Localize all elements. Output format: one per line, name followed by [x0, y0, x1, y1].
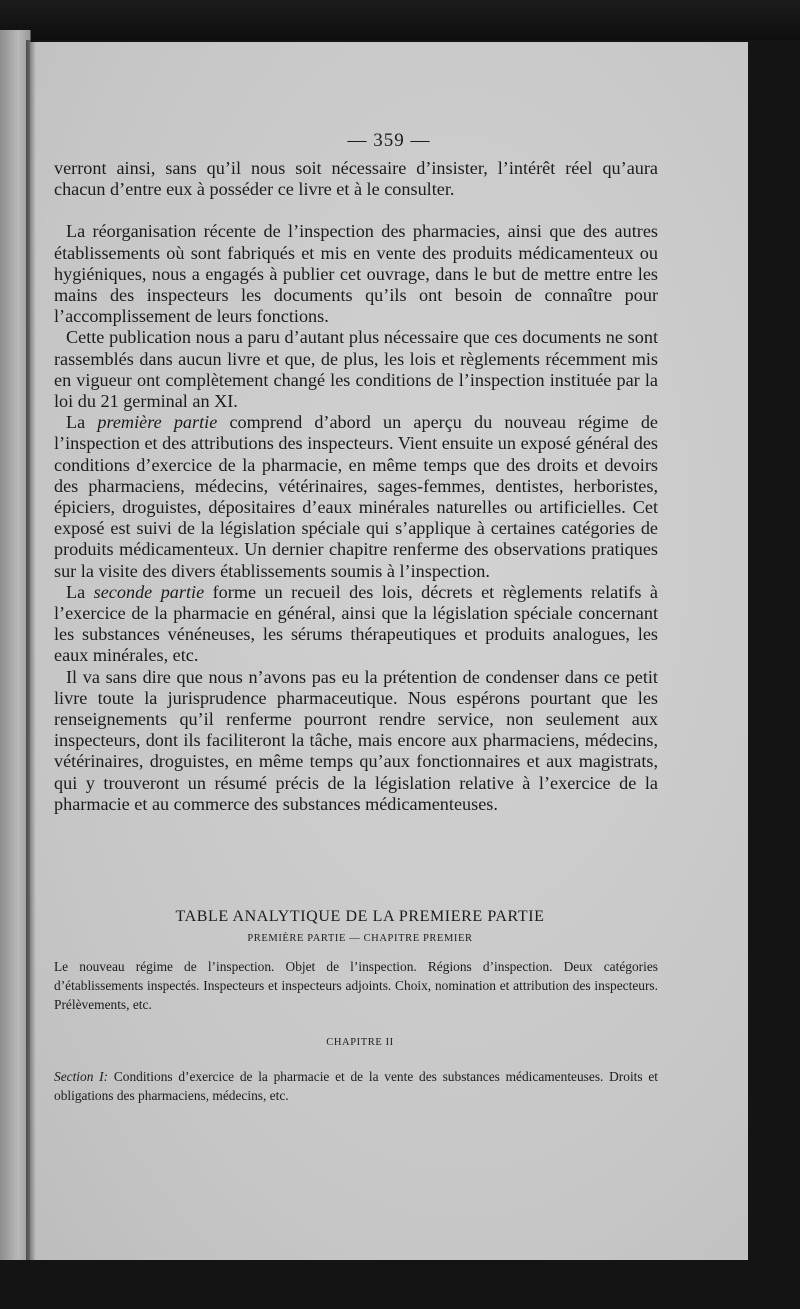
book-page [30, 42, 748, 1260]
toc-section-text: Conditions d’exercice de la pharmacie et de la vente des substances médicamenteuses. Droits et obligations des pharmaciens, médecins, etc. [54, 1069, 659, 1103]
paragraph-4-rest: forme un recueil des lois, décrets et règlements relatifs à l’exercice de la pharmacie en général, ainsi que la législation spéciale concernant les substances vénéneuses, les sérums thérapeutiques et produits analogues, les eaux minérales, etc. [54, 581, 658, 666]
paragraph-2: Cette publication nous a paru d’autant plus nécessaire que ces documents ne sont rassemblés dans aucun livre et que, de plus, les lois et règlements récemment mis en vigueur ont complètement changé les conditions de l’inspection instituée par la loi du 21 germinal an XI. [54, 327, 658, 412]
chapter-2-heading: CHAPITRE II [326, 1037, 394, 1048]
preface-text [54, 158, 658, 815]
paragraph-4-start: La [66, 581, 94, 602]
toc-entry-chapter-2 [54, 1067, 658, 1105]
toc-entry-chapter-1: Le nouveau régime de l’inspection. Objet de l’inspection. Régions d’inspection. Deux catégories d’établissements inspectés. Inspecteurs et inspecteurs adjoints. Choix, nomination et attribution des inspecteurs. Prélèvements, etc. [54, 959, 658, 1012]
paragraph-4-emphasis: seconde partie [93, 581, 205, 602]
paragraph-3-start: La [66, 412, 98, 433]
page-number: — 359 — [347, 130, 431, 151]
paragraph-5: Il va sans dire que nous n’avons pas eu la prétention de condenser dans ce petit livre toute la jurisprudence pharmaceutique. Nous espérons pourtant que les renseignements qu’il renferme pourront rendre service, non seulement aux inspecteurs, dont ils faciliteront la tâche, mais encore aux pharmaciens, médecins, vétérinaires, droguistes, en même temps qu’aux fonctionnaires et aux magistrats, qui y trouveront un résumé précis de la législation relative à l’exercice de la pharmacie et au commerce des substances médicamenteuses. [54, 666, 658, 814]
toc-title: TABLE ANALYTIQUE DE LA PREMIERE PARTIE [175, 908, 545, 925]
paragraph-3 [54, 412, 658, 582]
paragraph-3-emphasis: première partie [97, 412, 218, 433]
book-spine-shadow [26, 40, 36, 1260]
toc-section-label: Section I: [54, 1069, 109, 1084]
paragraph-1: La réorganisation récente de l’inspection des pharmacies, ainsi que des autres établissements où sont fabriqués et mis en vente des produits médicamenteux ou hygiéniques, nous a engagés à publier cet ouvrage, dans le but de mettre entre les mains des inspecteurs les documents qu’ils ont besoin de connaître pour l’accomplissement de leurs fonctions. [54, 221, 658, 327]
toc-subtitle: PREMIÈRE PARTIE — CHAPITRE PREMIER [247, 933, 473, 944]
paragraph-3-rest: comprend d’abord un aperçu du nouveau régime de l’inspection et des attributions des inspecteurs. Vient ensuite un exposé général des conditions d’exercice de la pharmacie, en même temps que des droits et devoirs des pharmaciens, médecins, vétérinaires, sages-femmes, dentistes, herboristes, épiciers, droguistes, dépositaires d’eaux minérales naturelles ou artificielles. Cet exposé est suivi de la législation spéciale qui s’applique à certaines catégories de produits médicamenteux. Un dernier chapitre renferme des observations pratiques sur la visite des divers établissements soumis à l’inspection. [54, 412, 659, 581]
paragraph-lead: verront ainsi, sans qu’il nous soit nécessaire d’insister, l’intérêt réel qu’aura chacun d’entre eux à posséder ce livre et à le consulter. [54, 158, 658, 200]
paragraph-4 [54, 582, 658, 667]
scanner-background [0, 0, 800, 40]
